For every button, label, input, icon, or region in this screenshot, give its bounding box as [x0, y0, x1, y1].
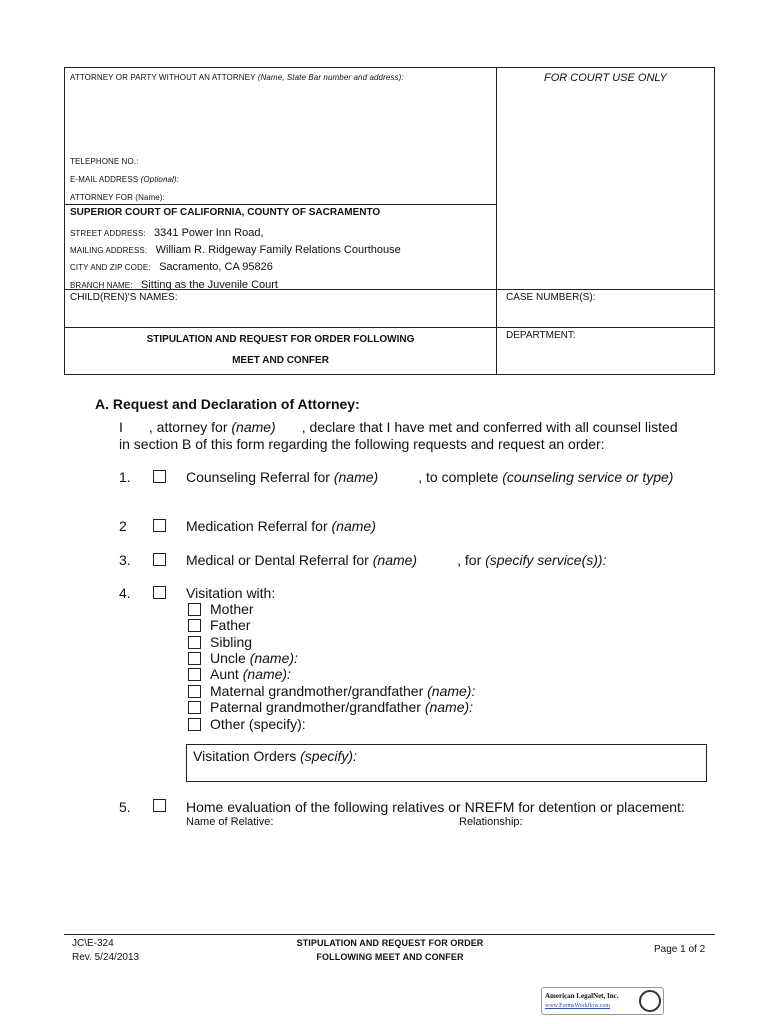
logo-company-name: American LegalNet, Inc.	[545, 992, 619, 1000]
item4-text: Visitation with:	[186, 585, 276, 601]
visitation-option-label: Paternal grandmother/grandfather (name):	[210, 699, 474, 715]
item3-number: 3.	[119, 552, 131, 568]
item5-name-column: Name of Relative:	[186, 816, 274, 828]
mailing-address-row: MAILING ADDRESS: William R. Ridgeway Family Relations Courthouse	[70, 244, 401, 256]
form-title-line2: MEET AND CONFER	[232, 355, 329, 366]
visitation-option-label: Other (specify):	[210, 716, 306, 732]
item5-checkbox[interactable]	[153, 799, 166, 812]
children-names-label: CHILD(REN)'S NAMES:	[70, 292, 178, 303]
visitation-paternal-checkbox[interactable]	[188, 701, 201, 714]
item1-checkbox[interactable]	[153, 470, 166, 483]
branch-name-row: BRANCH NAME: Sitting as the Juvenile Court	[70, 279, 278, 291]
item3-text: Medical or Dental Referral for (name) , for (specify service(s)):	[186, 552, 607, 568]
visitation-option-label: Maternal grandmother/grandfather (name):	[210, 683, 476, 699]
item5-text: Home evaluation of the following relatives or NREFM for detention or placement:	[186, 799, 685, 815]
footer-title-line2: FOLLOWING MEET AND CONFER	[316, 952, 464, 962]
visitation-option-label: Mother	[210, 601, 254, 617]
visitation-father-checkbox[interactable]	[188, 619, 201, 632]
city-zip-row: CITY AND ZIP CODE: Sacramento, CA 95826	[70, 261, 273, 273]
item5-relationship-column: Relationship:	[459, 816, 523, 828]
item2-checkbox[interactable]	[153, 519, 166, 532]
item1-text: Counseling Referral for (name) , to complete (counseling service or type)	[186, 469, 674, 485]
item2-text: Medication Referral for (name)	[186, 518, 376, 534]
visitation-option-label: Aunt (name):	[210, 666, 291, 682]
item5-number: 5.	[119, 799, 131, 815]
visitation-mother-checkbox[interactable]	[188, 603, 201, 616]
street-address-row: STREET ADDRESS: 3341 Power Inn Road,	[70, 227, 264, 239]
visitation-option-label: Father	[210, 617, 251, 633]
declaration-line2: in section B of this form regarding the following requests and request an order:	[119, 436, 605, 452]
item4-checkbox[interactable]	[153, 586, 166, 599]
form-title-line1: STIPULATION AND REQUEST FOR ORDER FOLLOWING	[146, 334, 415, 345]
page-number: Page 1 of 2	[654, 944, 706, 955]
telephone-label: TELEPHONE NO.:	[70, 157, 139, 166]
visitation-other-checkbox[interactable]	[188, 718, 201, 731]
court-name: SUPERIOR COURT OF CALIFORNIA, COUNTY OF SACRAMENTO	[70, 207, 381, 218]
department-label: DEPARTMENT:	[506, 330, 576, 341]
item1-number: 1.	[119, 469, 131, 485]
case-number-label: CASE NUMBER(S):	[506, 292, 596, 303]
visitation-option-label: Uncle (name):	[210, 650, 298, 666]
visitation-aunt-checkbox[interactable]	[188, 668, 201, 681]
attorney-for-label: ATTORNEY FOR (Name):	[70, 193, 165, 202]
visitation-sibling-checkbox[interactable]	[188, 636, 201, 649]
item2-number: 2	[119, 518, 127, 534]
visitation-maternal-checkbox[interactable]	[188, 685, 201, 698]
visitation-orders-label: Visitation Orders (specify):	[193, 748, 357, 764]
declaration-line1: I , attorney for (name) , declare that I have met and conferred with all counsel listed	[119, 419, 678, 435]
revision-date: Rev. 5/24/2013	[72, 952, 140, 963]
logo-globe-icon	[639, 990, 661, 1012]
visitation-option-label: Sibling	[210, 634, 253, 650]
logo-url[interactable]: www.FormsWorkflow.com	[545, 1003, 611, 1009]
item4-number: 4.	[119, 585, 131, 601]
court-use-label: FOR COURT USE ONLY	[544, 72, 667, 84]
footer-title-line1: STIPULATION AND REQUEST FOR ORDER	[296, 938, 484, 948]
footer-divider	[64, 934, 715, 935]
item3-checkbox[interactable]	[153, 553, 166, 566]
attorney-party-label: ATTORNEY OR PARTY WITHOUT AN ATTORNEY (Name, State Bar number and address):	[70, 73, 404, 82]
email-label: E-MAIL ADDRESS (Optional):	[70, 175, 180, 184]
visitation-uncle-checkbox[interactable]	[188, 652, 201, 665]
form-id: JC\E-324	[72, 938, 114, 949]
section-a-heading: A. Request and Declaration of Attorney:	[95, 396, 360, 412]
